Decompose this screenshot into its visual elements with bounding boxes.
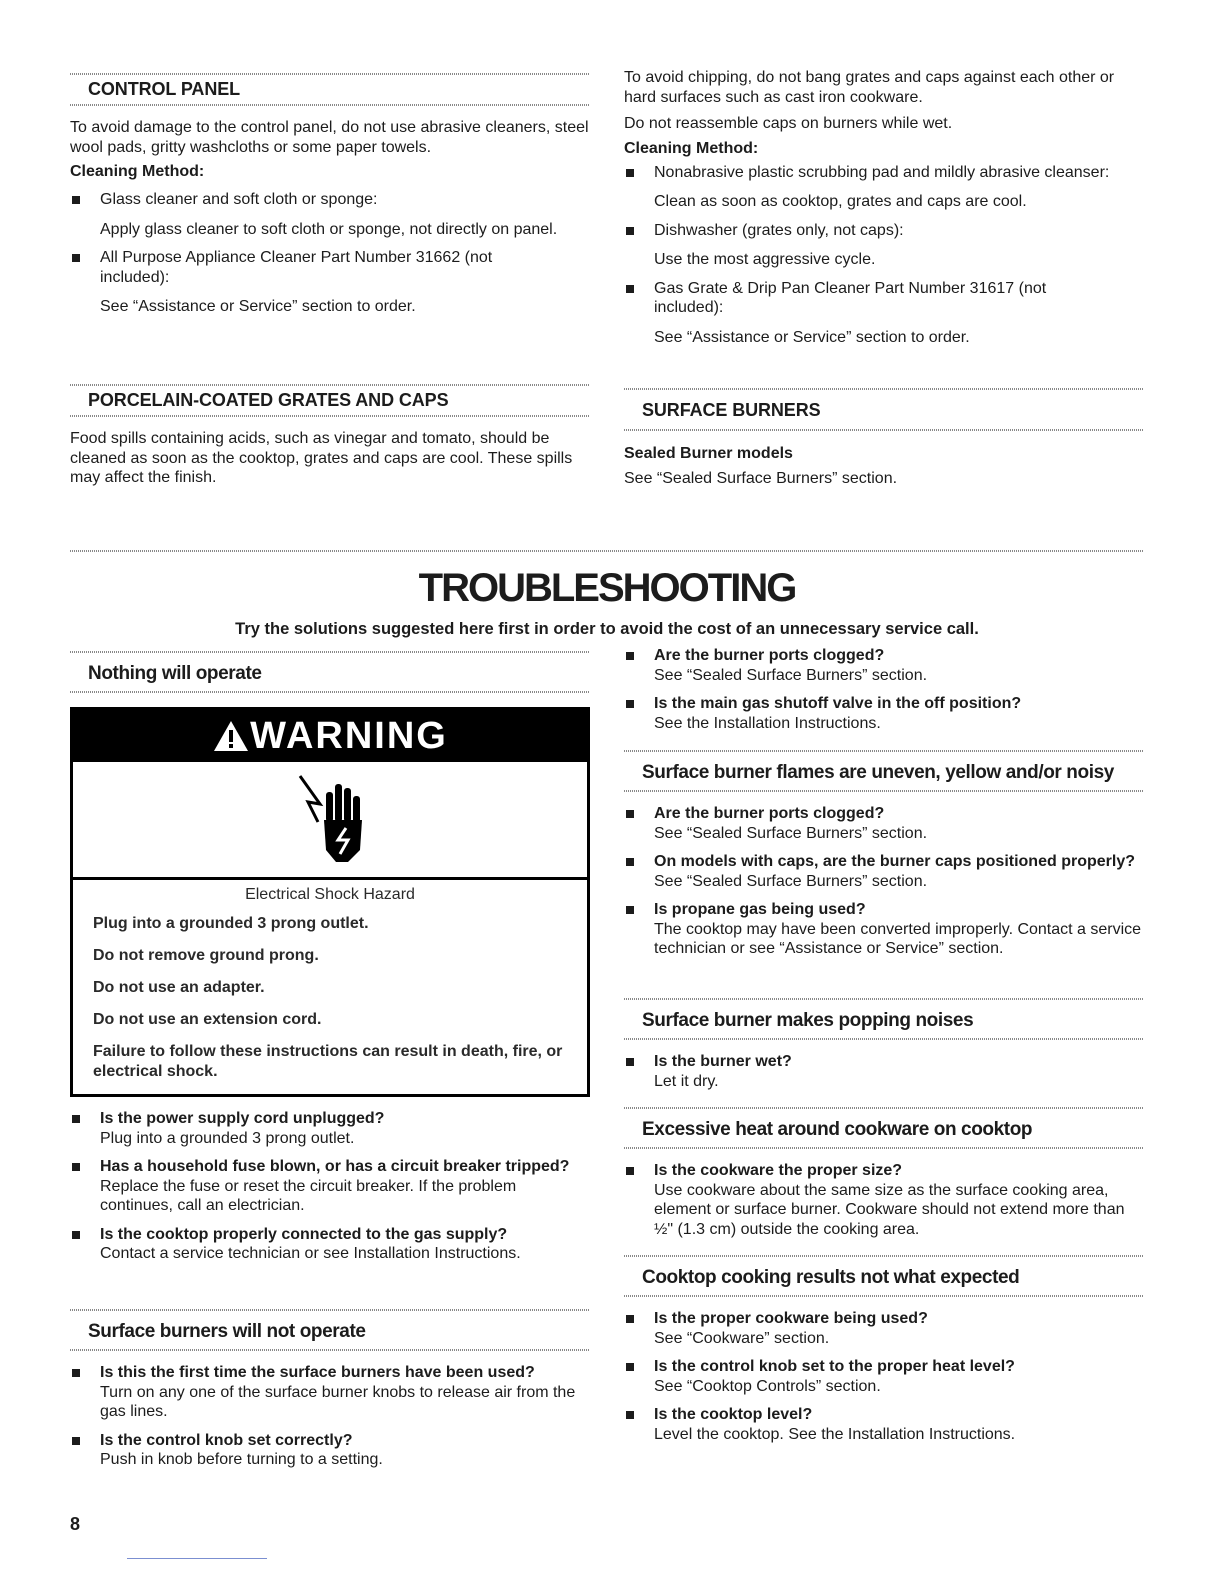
divider <box>624 1147 1144 1149</box>
item-detail: See “Assistance or Service” section to order. <box>654 328 970 346</box>
control-panel-section <box>70 73 590 317</box>
item-text: Nonabrasive plastic scrubbing pad and mildly abrasive cleanser: <box>654 163 1110 181</box>
bullet-icon <box>626 169 634 177</box>
body-text: To avoid chipping, do not bang grates and caps against each other or hard surfaces such as cast iron cookware. <box>624 69 1115 106</box>
answer: Level the cooktop. See the Installation Instructions. <box>654 1425 1016 1443</box>
divider <box>624 1295 1144 1297</box>
bullet-icon <box>626 652 634 660</box>
warning-illustration <box>73 762 587 880</box>
burners-not-operate-continued <box>624 638 1144 733</box>
list-item <box>624 1052 1144 1091</box>
surface-burners-section <box>624 388 1144 489</box>
warning-line: Do not use an adapter. <box>93 979 265 996</box>
list-item <box>70 1225 590 1264</box>
answer: See the Installation Instructions. <box>654 714 881 732</box>
divider <box>624 790 1144 792</box>
divider <box>624 429 1144 431</box>
question: On models with caps, are the burner caps positioned properly? <box>654 853 1135 870</box>
answer: Replace the fuse or reset the circuit breaker. If the problem continues, call an electrician. <box>100 1177 517 1214</box>
grates-continued <box>624 68 1144 347</box>
bullet-icon <box>626 700 634 708</box>
bullet-icon <box>626 858 634 866</box>
list-item <box>624 279 1144 348</box>
bullet-icon <box>626 285 634 293</box>
item-detail: Apply glass cleaner to soft cloth or sponge, not directly on panel. <box>100 220 558 238</box>
question: Are the burner ports clogged? <box>654 805 885 822</box>
question: Is the main gas shutoff valve in the off position? <box>654 695 1022 712</box>
warning-box <box>70 707 590 1097</box>
bullet-icon <box>72 1437 80 1445</box>
item-text: Glass cleaner and soft cloth or sponge: <box>100 191 378 208</box>
popping-section <box>624 998 1144 1091</box>
bullet-icon <box>72 254 80 262</box>
list-item <box>624 1357 1144 1396</box>
bullet-icon <box>626 1167 634 1175</box>
question: Is this the first time the surface burners have been used? <box>100 1364 535 1381</box>
answer: See “Cookware” section. <box>654 1329 830 1347</box>
section-heading: Surface burner flames are uneven, yellow and/or noisy <box>642 762 1114 783</box>
warning-line: Plug into a grounded 3 prong outlet. <box>93 915 369 932</box>
divider <box>70 1349 590 1351</box>
divider <box>70 550 1144 552</box>
question: Is the power supply cord unplugged? <box>100 1110 385 1127</box>
list-item <box>624 900 1144 959</box>
bullet-icon <box>626 906 634 914</box>
answer: See “Sealed Surface Burners” section. <box>654 872 928 890</box>
item-detail: Use the most aggressive cycle. <box>654 251 876 268</box>
bullet-icon <box>626 1363 634 1371</box>
section-heading: Surface burner makes popping noises <box>642 1010 974 1031</box>
body-text: Food spills containing acids, such as vinegar and tomato, should be cleaned as soon as the cooktop, grates and caps are cool. These spills may affect the finish. <box>70 430 573 486</box>
list-item <box>70 1431 590 1470</box>
section-heading: SURFACE BURNERS <box>642 400 821 420</box>
answer: The cooktop may have been converted improperly. Contact a service technician or see “Assistance or Service” section. <box>654 920 1142 957</box>
question: Has a household fuse blown, or has a circuit breaker tripped? <box>100 1158 570 1175</box>
question: Are the burner ports clogged? <box>654 647 885 664</box>
warning-title: WARNING <box>250 714 448 757</box>
cleaning-method-label: Cleaning Method: <box>70 163 205 180</box>
list-item <box>70 1363 590 1422</box>
list-item <box>624 1309 1144 1348</box>
list-item <box>624 1161 1144 1239</box>
list-item <box>70 248 590 317</box>
list-item <box>624 1405 1144 1444</box>
item-detail: Clean as soon as cooktop, grates and caps are cool. <box>654 193 1027 210</box>
question: Is the control knob set to the proper heat level? <box>654 1358 1015 1375</box>
divider <box>624 1038 1144 1040</box>
answer: See “Sealed Surface Burners” section. <box>654 666 928 684</box>
list-item <box>70 190 590 239</box>
warning-line: Failure to follow these instructions can result in death, fire, or electrical shock. <box>93 1043 563 1080</box>
list-item <box>624 804 1144 843</box>
divider <box>70 104 590 106</box>
item-text: All Purpose Appliance Cleaner Part Number 31662 (not included): <box>100 249 493 286</box>
item-detail: See “Assistance or Service” section to order. <box>100 298 416 315</box>
list-item <box>624 646 1144 685</box>
warning-line: Do not remove ground prong. <box>93 947 319 964</box>
answer: Push in knob before turning to a setting. <box>100 1451 383 1468</box>
answer: Let it dry. <box>654 1072 719 1090</box>
question: Is the proper cookware being used? <box>654 1310 928 1327</box>
section-heading: PORCELAIN-COATED GRATES AND CAPS <box>88 390 449 410</box>
bullet-icon <box>626 1315 634 1323</box>
body-text: See “Sealed Surface Burners” section. <box>624 470 898 487</box>
sub-heading: Sealed Burner models <box>624 445 793 462</box>
list-item <box>624 221 1144 270</box>
bullet-icon <box>72 196 80 204</box>
answer: Use cookware about the same size as the surface cooking area, element or surface burner. Cookware should not extend more than ½" (1.3 cm) outside the cooking area. <box>654 1181 1125 1238</box>
bullet-icon <box>72 1231 80 1239</box>
answer: Contact a service technician or see Installation Instructions. <box>100 1245 521 1262</box>
section-heading: Excessive heat around cookware on cooktop <box>642 1119 1033 1140</box>
warning-text <box>73 880 587 1094</box>
section-heading: Nothing will operate <box>88 663 262 684</box>
nothing-operate-section <box>70 651 590 1264</box>
bullet-icon <box>72 1163 80 1171</box>
excessive-heat-section <box>624 1107 1144 1239</box>
results-section <box>624 1255 1144 1444</box>
body-text: Do not reassemble caps on burners while wet. <box>624 115 953 132</box>
section-heading: CONTROL PANEL <box>88 79 241 99</box>
burners-not-operate-section <box>70 1309 590 1470</box>
grates-section <box>70 384 590 488</box>
answer: See “Sealed Surface Burners” section. <box>654 824 928 842</box>
list-item <box>624 852 1144 891</box>
cleaning-method-label: Cleaning Method: <box>624 139 759 157</box>
list-item <box>70 1157 590 1216</box>
answer: See “Cooktop Controls” section. <box>654 1377 881 1395</box>
title-rule <box>70 550 1144 552</box>
bullet-icon <box>626 1411 634 1419</box>
question: Is the cooktop properly connected to the gas supply? <box>100 1225 508 1243</box>
electric-shock-hand-icon <box>290 770 370 870</box>
section-heading: Cooktop cooking results not what expected <box>642 1267 1020 1288</box>
bullet-icon <box>72 1115 80 1123</box>
footer-line <box>127 1558 267 1559</box>
page-subtitle: Try the solutions suggested here first in order to avoid the cost of an unnecessary service call. <box>235 620 979 638</box>
page-title: TROUBLESHOOTING <box>418 566 796 610</box>
page-number: 8 <box>70 1514 81 1534</box>
question: Is the burner wet? <box>654 1053 792 1070</box>
list-item <box>624 163 1144 212</box>
warning-triangle-icon <box>212 719 250 753</box>
divider <box>70 691 590 693</box>
section-heading: Surface burners will not operate <box>88 1321 366 1342</box>
answer: Plug into a grounded 3 prong outlet. <box>100 1129 355 1147</box>
question: Is the cooktop level? <box>654 1406 813 1423</box>
answer: Turn on any one of the surface burner knobs to release air from the gas lines. <box>100 1383 576 1420</box>
flames-uneven-section <box>624 750 1144 959</box>
question: Is propane gas being used? <box>654 901 866 918</box>
hazard-title: Electrical Shock Hazard <box>245 886 415 903</box>
bullet-icon <box>626 810 634 818</box>
warning-line: Do not use an extension cord. <box>93 1011 322 1028</box>
question: Is the control knob set correctly? <box>100 1431 353 1449</box>
bullet-icon <box>626 227 634 235</box>
warning-header <box>73 710 587 762</box>
divider <box>70 415 590 417</box>
list-item <box>624 694 1144 733</box>
list-item <box>70 1109 590 1148</box>
body-text: To avoid damage to the control panel, do not use abrasive cleaners, steel wool pads, gritty washcloths or some paper towels. <box>70 119 589 156</box>
question: Is the cookware the proper size? <box>654 1162 903 1179</box>
item-text: Dishwasher (grates only, not caps): <box>654 221 904 239</box>
item-text: Gas Grate & Drip Pan Cleaner Part Number 31617 (not included): <box>654 279 1047 316</box>
bullet-icon <box>72 1369 80 1377</box>
bullet-icon <box>626 1058 634 1066</box>
